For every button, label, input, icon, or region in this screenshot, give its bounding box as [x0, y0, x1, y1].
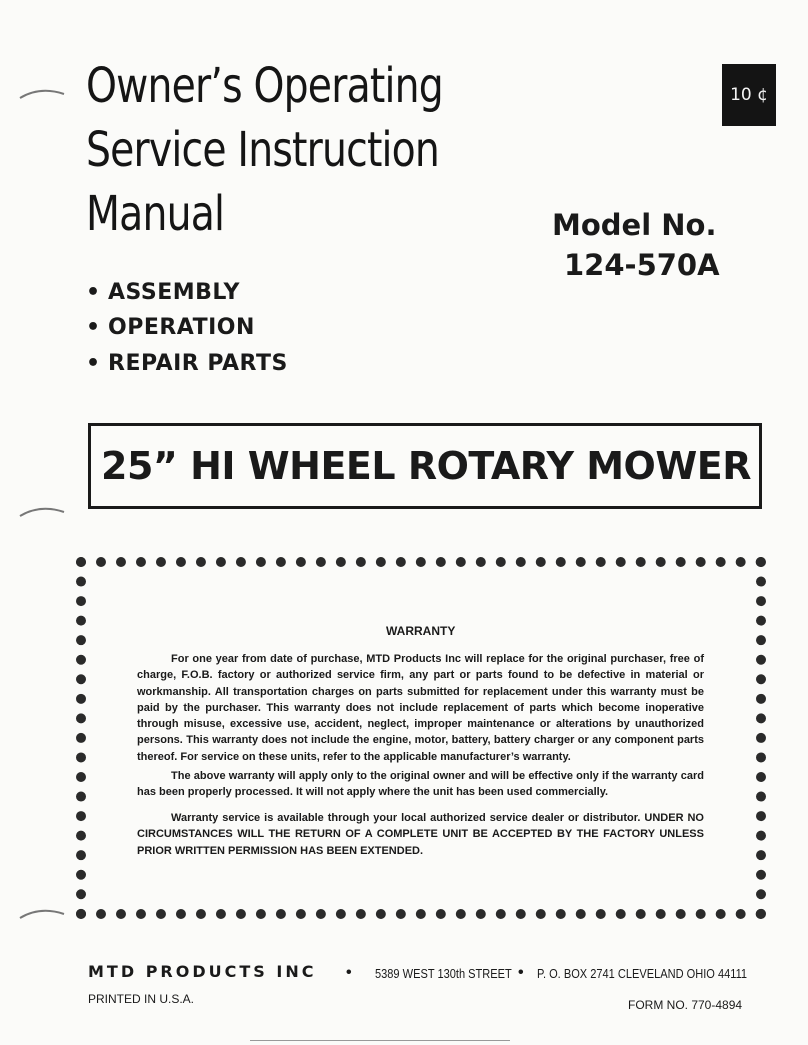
form-number: FORM NO. 770-4894: [628, 998, 743, 1012]
bullet-glyph: •: [86, 280, 101, 305]
model-label: Model No.: [552, 208, 717, 242]
binder-hole-mark: [18, 88, 66, 100]
company-name: MTD PRODUCTS INC: [88, 962, 317, 981]
warranty-paragraph-text: For one year from date of purchase, MTD Products Inc will replace for the original purchaser, free of charge, F.O.B. factory or authorized service firm, any part or parts found to be defective in material or workmanship. All transportation charges on parts submitted for replacement under this warranty must be paid by the purchaser. This warranty does not include replacement of parts which become inoperative through misuse, excessive use, accident, neglect, improper maintenance or alterations by unauthorized persons. This warranty does not include the engine, motor, battery, battery charger or any component parts thereof. For service on these units, refer to the applicable manufacturer’s warranty.: [137, 653, 704, 763]
binder-hole-mark: [18, 908, 66, 920]
bullet-item-operation: [86, 315, 255, 340]
headline-box: [88, 423, 762, 509]
warranty-heading: WARRANTY: [386, 624, 456, 638]
bullet-glyph: •: [86, 315, 101, 340]
title-line-2: Service Instruction: [86, 122, 440, 178]
warranty-paragraph-text: Warranty service is available through your local authorized service dealer or distributor. UNDER NO CIRCUMSTANCES WILL THE RETURN OF A COMPLETE UNIT BE ACCEPTED BY THE FACTORY UNLESS PRIOR WRITTEN PERMISSION HAS BEEN EXTENDED.: [137, 812, 704, 857]
po-box-address: P. O. BOX 2741 CLEVELAND OHIO 44111: [537, 966, 748, 981]
warranty-paragraph-1: [137, 651, 704, 765]
title-line-1: Owner’s Operating: [86, 58, 443, 114]
bullet-item-assembly: [86, 280, 240, 305]
warranty-paragraph-2: [137, 768, 704, 801]
bullet-label: ASSEMBLY: [108, 280, 240, 305]
warranty-paragraph-3: [137, 810, 704, 859]
warranty-paragraph-text: The above warranty will apply only to the original owner and will be effective only if the warranty card has been properly processed. It will not apply where the unit has been used commercially.: [137, 770, 704, 799]
separator-dot: •: [518, 964, 524, 981]
bottom-divider: [250, 1040, 510, 1041]
printed-in: PRINTED IN U.S.A.: [88, 992, 195, 1006]
bullet-label: OPERATION: [108, 315, 255, 340]
bullet-glyph: •: [86, 351, 101, 376]
separator-dot: •: [346, 964, 352, 981]
model-number: 124-570A: [564, 248, 720, 282]
street-address: 5389 WEST 130th STREET: [375, 966, 512, 981]
price-badge: 10 ¢: [722, 64, 776, 126]
title-line-3: Manual: [86, 186, 225, 242]
bullet-label: REPAIR PARTS: [108, 351, 288, 376]
binder-hole-mark: [18, 506, 66, 518]
headline-text: 25” HI WHEEL ROTARY MOWER: [101, 444, 751, 488]
bullet-item-repair-parts: [86, 351, 288, 376]
